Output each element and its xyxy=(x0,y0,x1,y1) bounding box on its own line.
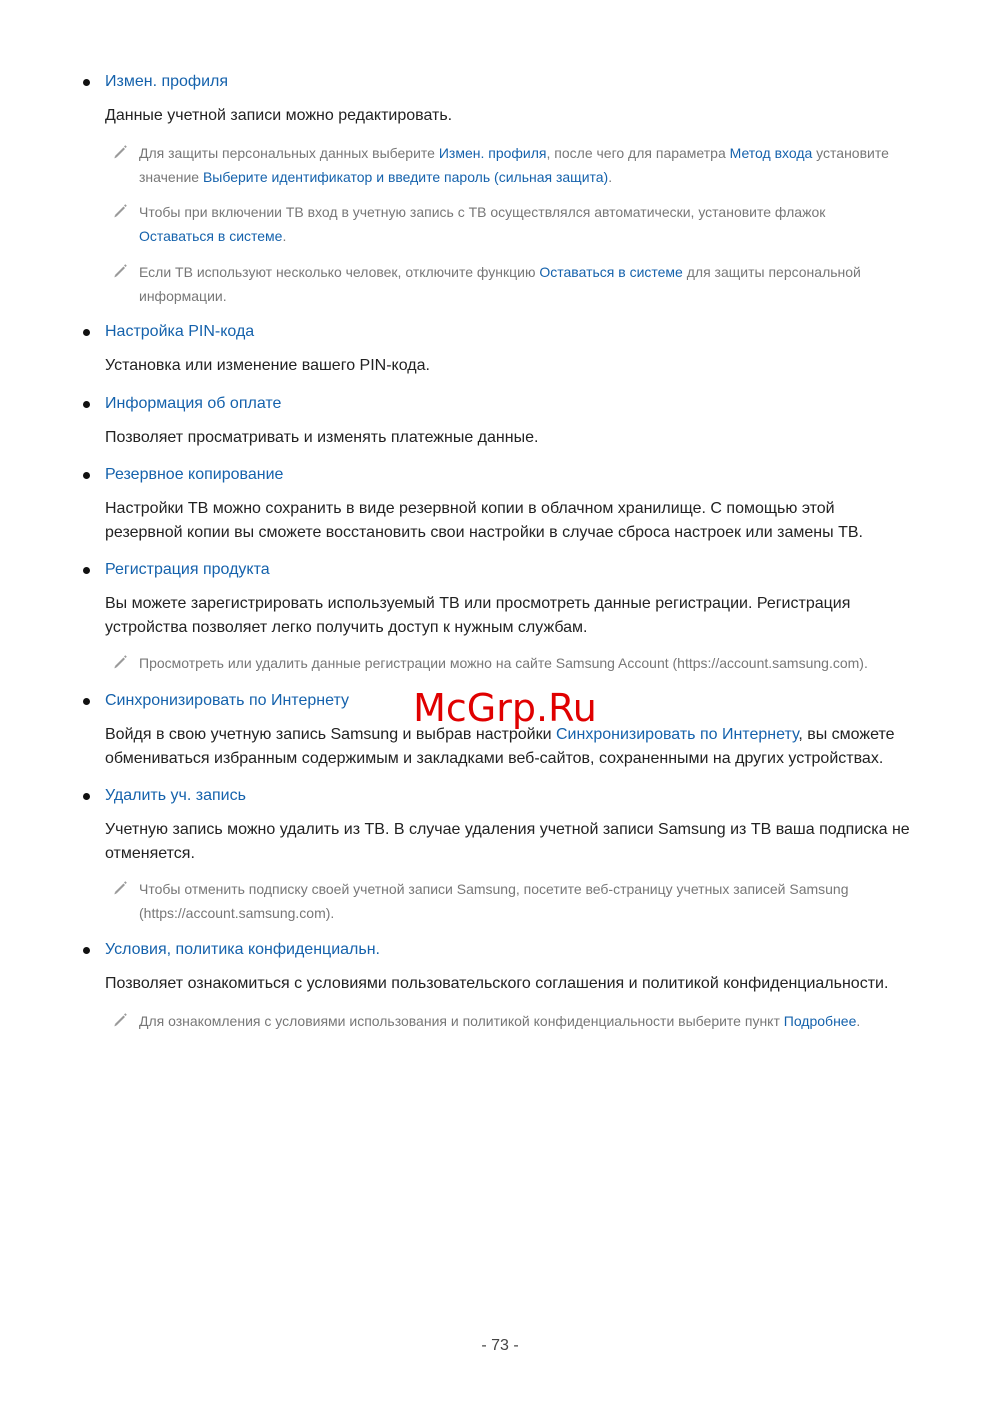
note-text: Если ТВ используют несколько человек, отключите функцию Оставаться в системе для защиты персональной информации. xyxy=(139,264,861,304)
setting-link-details: Подробнее xyxy=(783,1013,857,1029)
bullet-dot xyxy=(83,401,90,408)
setting-link-login-method: Метод входа xyxy=(729,145,813,161)
setting-link-edit-profile: Измен. профиля xyxy=(438,145,547,161)
bullet-dot xyxy=(83,698,90,705)
item-title: Синхронизировать по Интернету xyxy=(105,692,349,709)
pencil-icon xyxy=(112,143,128,159)
note-text: Для защиты персональных данных выберите Измен. профиля, после чего для параметра Метод входа установите значение Выберите идентификатор и введите пароль (сильная защита). xyxy=(139,145,889,185)
pencil-icon xyxy=(112,1011,128,1027)
page-number: - 73 - xyxy=(481,1337,519,1354)
setting-link-strong-protection: Выберите идентификатор и введите пароль (сильная защита) xyxy=(202,169,609,185)
note-text: Просмотреть или удалить данные регистрации можно на сайте Samsung Account (https://account.samsung.com). xyxy=(139,655,868,671)
bullet-dot xyxy=(83,472,90,479)
item-description: Настройки ТВ можно сохранить в виде резервной копии в облачном хранилище. С помощью этой резервной копии вы сможете восстановить свои настройки в случае сброса настроек или замены ТВ. xyxy=(105,500,863,541)
item-description: Данные учетной записи можно редактировать. xyxy=(105,107,453,124)
item-title: Резервное копирование xyxy=(105,466,284,483)
watermark: McGrp.Ru xyxy=(413,686,597,730)
item-description: Позволяет ознакомиться с условиями пользовательского соглашения и политикой конфиденциальности. xyxy=(105,975,889,992)
item-title: Информация об оплате xyxy=(105,395,282,412)
pencil-icon xyxy=(112,653,128,669)
item-title: Удалить уч. запись xyxy=(105,787,246,804)
pencil-icon xyxy=(112,202,128,218)
item-description: Установка или изменение вашего PIN-кода. xyxy=(105,357,430,374)
bullet-dot xyxy=(83,329,90,336)
item-title: Регистрация продукта xyxy=(105,561,270,578)
bullet-dot xyxy=(83,793,90,800)
note-text: Чтобы при включении ТВ вход в учетную запись с ТВ осуществлялся автоматически, установите флажок Оставаться в системе. xyxy=(139,204,826,244)
item-title: Условия, политика конфиденциальн. xyxy=(105,941,380,958)
setting-link-internet-sync: Синхронизировать по Интернету xyxy=(556,726,799,743)
bullet-dot xyxy=(83,947,90,954)
item-title: Измен. профиля xyxy=(105,73,229,90)
item-description: Войдя в свою учетную запись Samsung и выбрав настройки Синхронизировать по Интернету, вы сможете обмениваться избранным содержимым и закладками веб-сайтов, сохраненными на других устройствах. xyxy=(105,726,895,767)
note-text: Чтобы отменить подписку своей учетной записи Samsung, посетите веб-страницу учетных записей Samsung (https://account.samsung.com). xyxy=(139,881,849,921)
setting-link-stay-signed-in: Оставаться в системе xyxy=(139,228,283,244)
item-description: Вы можете зарегистрировать используемый ТВ или просмотреть данные регистрации. Регистрация устройства позволяет легко получить доступ к нужным службам. xyxy=(105,595,851,636)
setting-link-stay-signed-in: Оставаться в системе xyxy=(539,264,683,280)
pencil-icon xyxy=(112,879,128,895)
pencil-icon xyxy=(112,262,128,278)
note-text: Для ознакомления с условиями использования и политикой конфиденциальности выберите пункт Подробнее. xyxy=(139,1013,861,1029)
bullet-dot xyxy=(83,79,90,86)
item-description: Учетную запись можно удалить из ТВ. В случае удаления учетной записи Samsung из ТВ ваша подписка не отменяется. xyxy=(105,821,910,862)
item-title: Настройка PIN-кода xyxy=(105,323,255,340)
item-description: Позволяет просматривать и изменять платежные данные. xyxy=(105,429,539,446)
bullet-dot xyxy=(83,567,90,574)
